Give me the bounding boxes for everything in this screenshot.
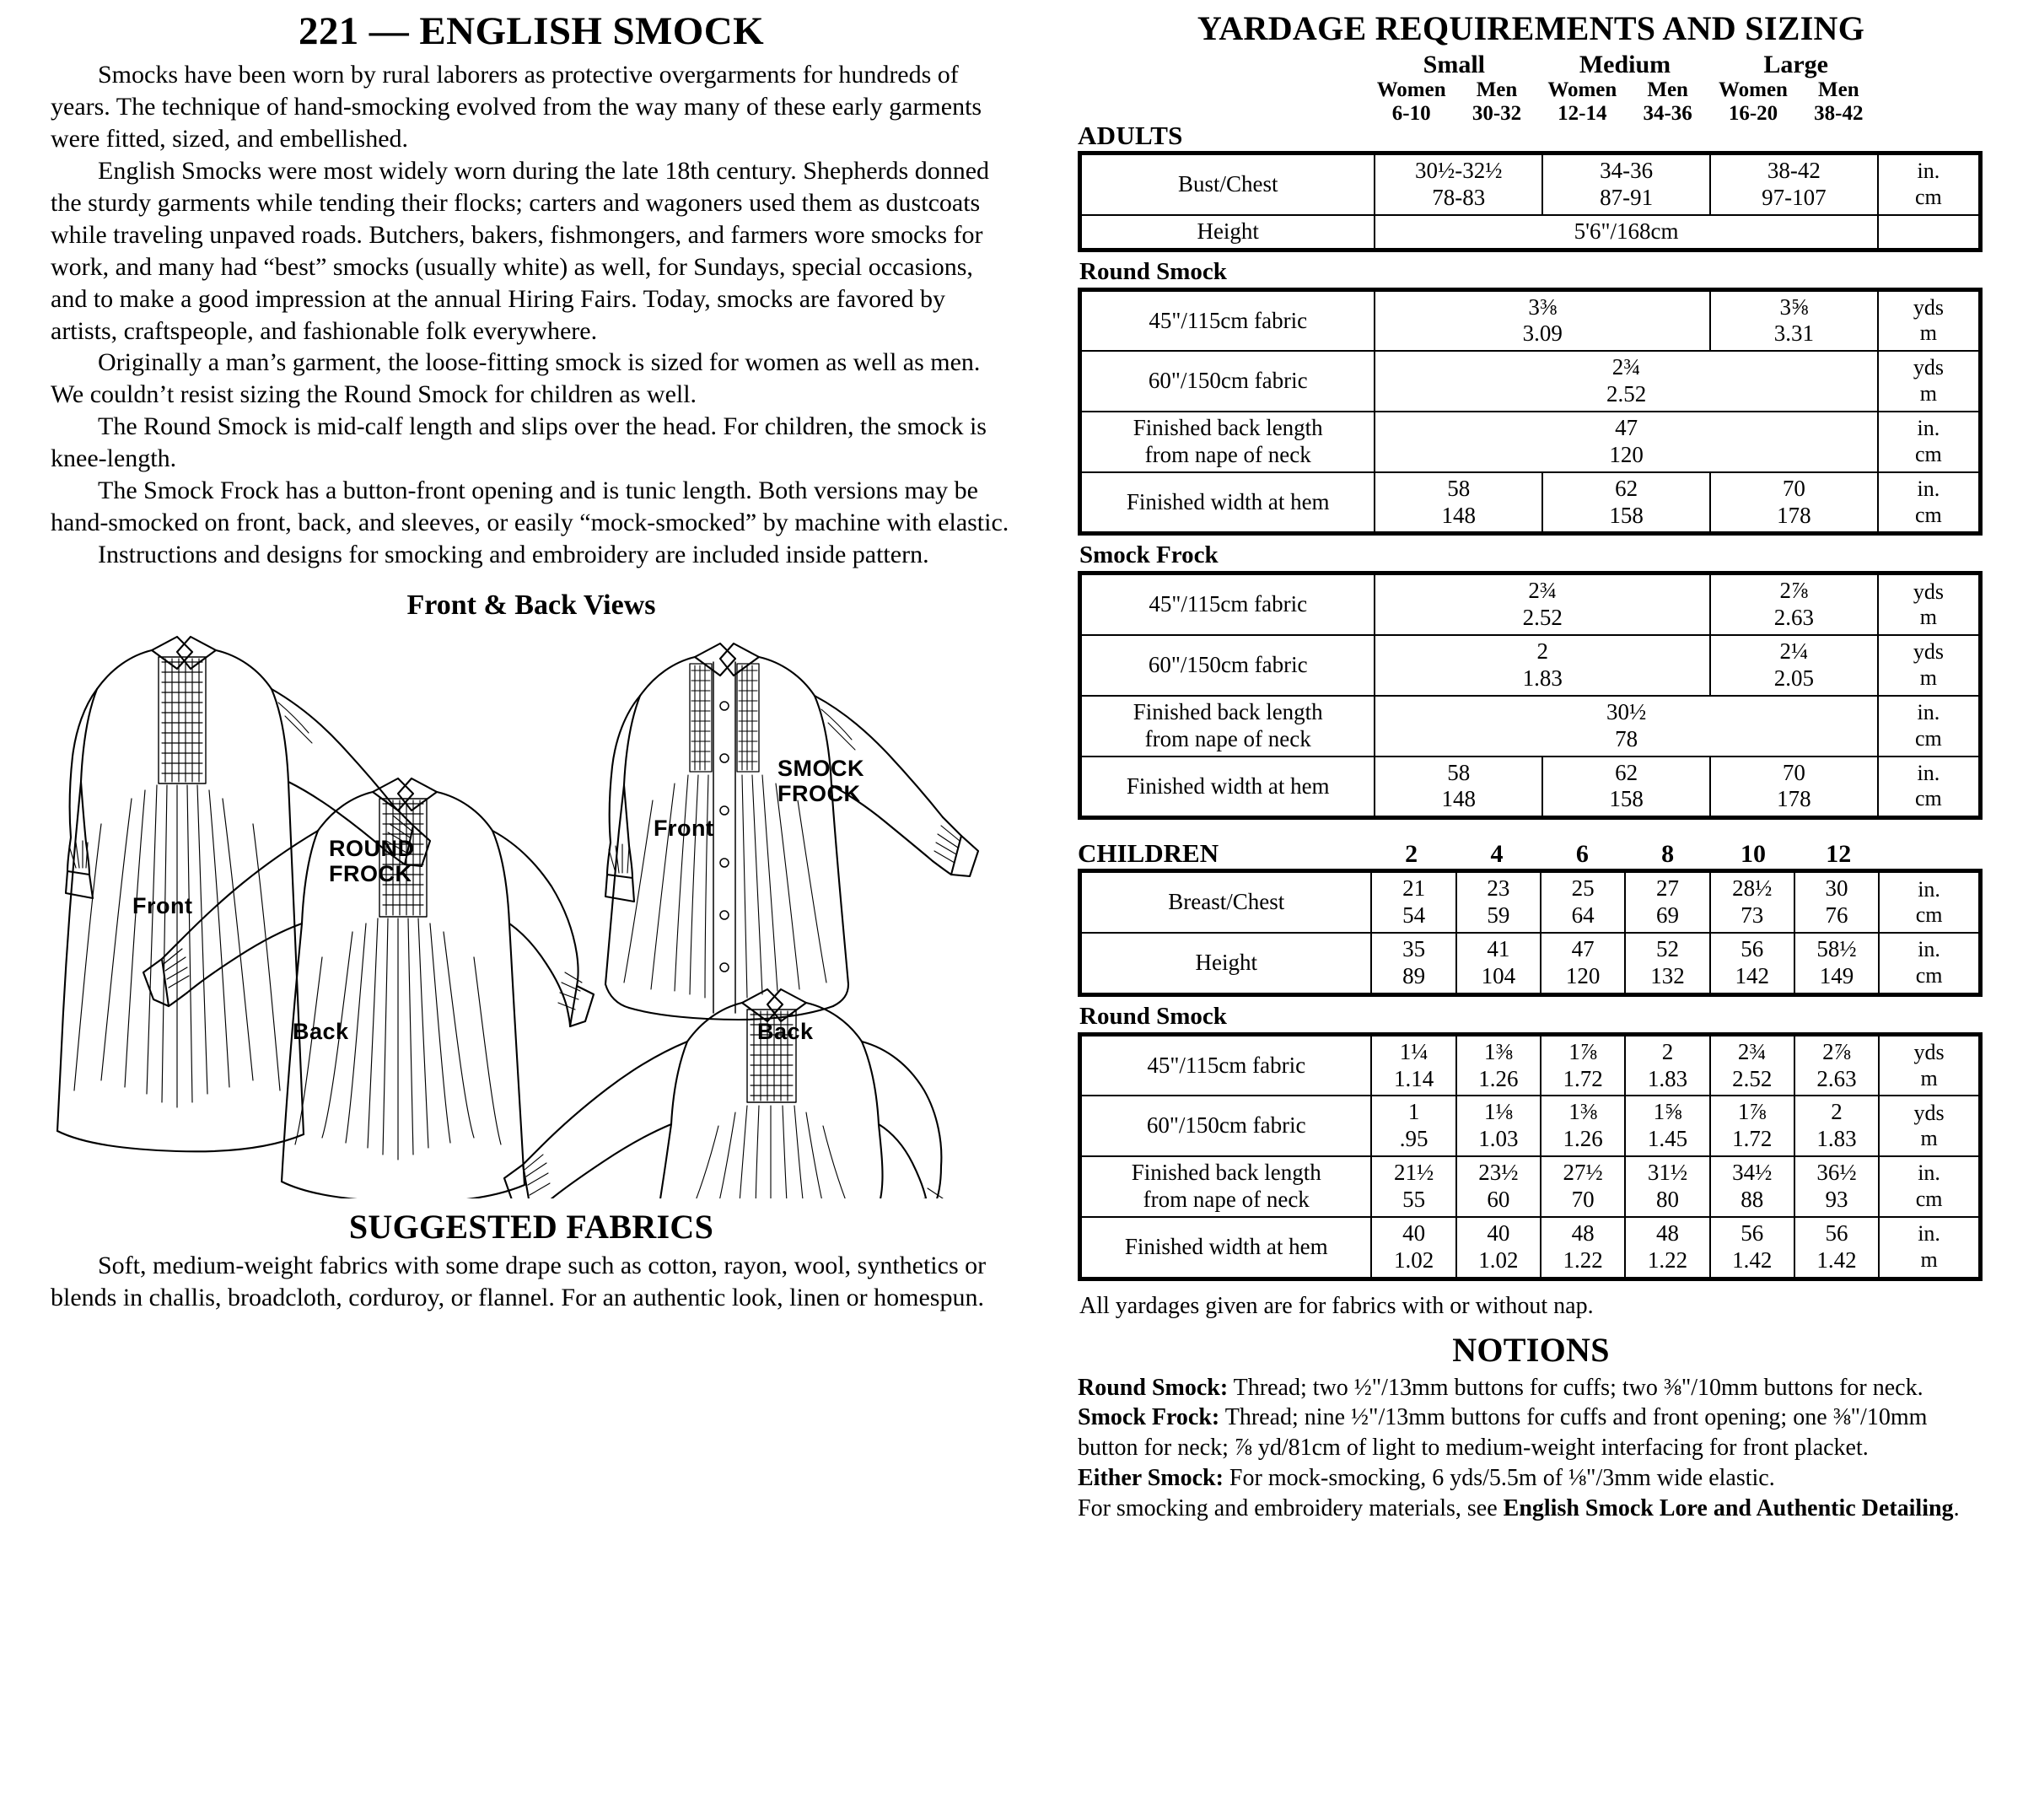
back-label-smock-frock: Back bbox=[757, 1019, 814, 1044]
suggested-fabrics-heading: SUGGESTED FABRICS bbox=[348, 1208, 714, 1246]
table-row bbox=[1080, 871, 1981, 933]
adult-smock-frock-table bbox=[1078, 571, 1983, 820]
size-group-large: Large bbox=[1763, 51, 1828, 78]
intro-paragraph: Originally a man’s garment, the loose-fitting smock is sized for women as well as men. We couldn’t resist sizing the Round Smock for children as well. bbox=[51, 348, 981, 409]
round-frock-front-figure bbox=[57, 637, 430, 1151]
cell: 35 89 bbox=[1371, 933, 1455, 994]
children-label: CHILDREN bbox=[1078, 838, 1219, 869]
cell: 47 120 bbox=[1375, 412, 1877, 472]
cell: 27 69 bbox=[1625, 871, 1709, 933]
table-row bbox=[1080, 412, 1981, 472]
unit-cell: in. cm bbox=[1878, 153, 1981, 215]
suggested-fabrics-body: Soft, medium-weight fabrics with some drape such as cotton, rayon, wool, synthetics or blends in challis, broadcloth, corduroy, or flannel. For an authentic look, linen or homespun. bbox=[51, 1252, 987, 1311]
smock-frock-label: SMOCK FROCK bbox=[777, 756, 864, 807]
cell: 1⅜ 1.26 bbox=[1541, 1096, 1625, 1156]
row-label: 45"/115cm fabric bbox=[1080, 573, 1375, 635]
cell: 1 .95 bbox=[1371, 1096, 1455, 1156]
children-size-header bbox=[1078, 830, 1983, 869]
unit-cell: yds m bbox=[1878, 573, 1981, 635]
row-label: Finished width at hem bbox=[1080, 472, 1375, 534]
cell: 56 1.42 bbox=[1794, 1217, 1879, 1279]
round-frock-label: ROUND FROCK bbox=[329, 836, 415, 887]
cell: 58 148 bbox=[1375, 472, 1542, 534]
cell: 2⅞ 2.63 bbox=[1710, 573, 1878, 635]
row-label: 60"/150cm fabric bbox=[1080, 1096, 1372, 1156]
nap-note: All yardages given are for fabrics with or without nap. bbox=[1079, 1292, 1594, 1319]
right-column bbox=[1078, 8, 1984, 1524]
size-number: 30-32 bbox=[1472, 102, 1522, 126]
row-label: Bust/Chest bbox=[1080, 153, 1375, 215]
cell: 41 104 bbox=[1456, 933, 1541, 994]
notions-item-label: Round Smock: bbox=[1078, 1374, 1229, 1401]
unit-cell: in. cm bbox=[1879, 1156, 1980, 1217]
garment-line-art bbox=[51, 625, 1012, 1198]
notions-item bbox=[1078, 1403, 1984, 1463]
gender-label: Men bbox=[1818, 78, 1859, 101]
cell: 28½ 73 bbox=[1710, 871, 1794, 933]
adults-label: ADULTS bbox=[1078, 121, 1183, 150]
size-number: 38-42 bbox=[1814, 102, 1864, 126]
children-size: 12 bbox=[1826, 840, 1852, 869]
row-label: Finished back length from nape of neck bbox=[1080, 1156, 1372, 1217]
cell: 1⅛ 1.03 bbox=[1456, 1096, 1541, 1156]
gender-label: Women bbox=[1547, 78, 1617, 101]
cell: 27½ 70 bbox=[1541, 1156, 1625, 1217]
notions-item-text: For mock-smocking, 6 yds/5.5m of ⅛"/3mm wide elastic. bbox=[1223, 1465, 1775, 1492]
cell: 56 1.42 bbox=[1710, 1217, 1794, 1279]
cell: 34-36 87-91 bbox=[1542, 153, 1710, 215]
unit-cell: yds m bbox=[1879, 1034, 1980, 1096]
front-back-views-heading: Front & Back Views bbox=[406, 590, 656, 621]
unit-cell: in. cm bbox=[1878, 696, 1981, 757]
cell: 2¾ 2.52 bbox=[1375, 573, 1710, 635]
cell: 62 158 bbox=[1542, 757, 1710, 818]
row-label: 45"/115cm fabric bbox=[1080, 1034, 1372, 1096]
unit-cell: in. cm bbox=[1879, 933, 1980, 994]
table-row bbox=[1080, 757, 1981, 818]
table-row bbox=[1080, 696, 1981, 757]
cell: 3⅝ 3.31 bbox=[1710, 289, 1878, 351]
cell: 52 132 bbox=[1625, 933, 1709, 994]
row-label: 60"/150cm fabric bbox=[1080, 351, 1375, 412]
cell: 47 120 bbox=[1541, 933, 1625, 994]
notions-item-label: Either Smock: bbox=[1078, 1465, 1224, 1492]
notions-item bbox=[1078, 1463, 1984, 1494]
cell: 40 1.02 bbox=[1456, 1217, 1541, 1279]
gender-label: Women bbox=[1376, 78, 1446, 101]
cell: 2 1.83 bbox=[1375, 635, 1710, 696]
suggested-fabrics-section bbox=[51, 1207, 1012, 1314]
table-row bbox=[1080, 1217, 1981, 1279]
cell: 21½ 55 bbox=[1371, 1156, 1455, 1217]
cell: 25 64 bbox=[1541, 871, 1625, 933]
cell: 1⅜ 1.26 bbox=[1456, 1034, 1541, 1096]
unit-cell: yds m bbox=[1878, 351, 1981, 412]
cell: 62 158 bbox=[1542, 472, 1710, 534]
adults-measurements-table bbox=[1078, 151, 1983, 252]
table-row bbox=[1080, 573, 1981, 635]
gender-label: Men bbox=[1476, 78, 1518, 101]
unit-cell: in. m bbox=[1879, 1217, 1980, 1279]
cell: 30½ 78 bbox=[1375, 696, 1877, 757]
cell: 31½ 80 bbox=[1625, 1156, 1709, 1217]
cell: 30 76 bbox=[1794, 871, 1879, 933]
row-label: 45"/115cm fabric bbox=[1080, 289, 1375, 351]
adults-size-header bbox=[1078, 51, 1983, 151]
children-measurements-table bbox=[1078, 869, 1983, 996]
front-label-smock-frock: Front bbox=[654, 816, 714, 841]
table-row bbox=[1080, 1096, 1981, 1156]
cell: 1¼ 1.14 bbox=[1371, 1034, 1455, 1096]
notions-list bbox=[1078, 1373, 1984, 1524]
row-label: Breast/Chest bbox=[1080, 871, 1372, 933]
notions-reference-prefix: For smocking and embroidery materials, see bbox=[1078, 1494, 1504, 1521]
unit-cell: yds m bbox=[1879, 1096, 1980, 1156]
cell: 1⅝ 1.45 bbox=[1625, 1096, 1709, 1156]
yardage-heading: YARDAGE REQUIREMENTS AND SIZING bbox=[1197, 9, 1865, 47]
cell: 58½ 149 bbox=[1794, 933, 1879, 994]
cell: 2 1.83 bbox=[1794, 1096, 1879, 1156]
left-column bbox=[51, 8, 1012, 1314]
children-round-smock-heading: Round Smock bbox=[1079, 1002, 1227, 1030]
unit-cell: in. cm bbox=[1879, 871, 1980, 933]
cell: 3⅜ 3.09 bbox=[1375, 289, 1710, 351]
notions-item-text: Thread; nine ½"/13mm buttons for cuffs and front opening; one ⅜"/10mm button for neck; ⅞ yd/81cm of light to medium-weight interfacing for front placket. bbox=[1078, 1404, 1928, 1462]
cell: 56 142 bbox=[1710, 933, 1794, 994]
notions-reference-suffix: . bbox=[1953, 1494, 1960, 1521]
page-title: 221 — ENGLISH SMOCK bbox=[298, 9, 765, 53]
table-row bbox=[1080, 1156, 1981, 1217]
table-row bbox=[1080, 351, 1981, 412]
back-label-round-frock: Back bbox=[293, 1019, 349, 1044]
intro-paragraph: Smocks have been worn by rural laborers as protective overgarments for hundreds of years. The technique of hand-smocking evolved from the way many of these early garments were fitted, sized, and embellished. bbox=[51, 61, 982, 153]
table-row bbox=[1080, 933, 1981, 994]
children-size: 4 bbox=[1490, 840, 1504, 869]
cell: 38-42 97-107 bbox=[1710, 153, 1878, 215]
size-group-small: Small bbox=[1423, 51, 1486, 78]
cell: 58 148 bbox=[1375, 757, 1542, 818]
intro-paragraph: The Smock Frock has a button-front opening and is tunic length. Both versions may be hand-smocked on front, back, and sleeves, or easily “mock-smocked” by machine with elastic. bbox=[51, 477, 1009, 537]
cell: 48 1.22 bbox=[1541, 1217, 1625, 1279]
cell: 2 1.83 bbox=[1625, 1034, 1709, 1096]
row-label: Height bbox=[1080, 933, 1372, 994]
adult-smock-frock-heading: Smock Frock bbox=[1079, 541, 1219, 569]
unit-cell: in. cm bbox=[1878, 757, 1981, 818]
row-label: Height bbox=[1080, 215, 1375, 250]
unit-cell: in. cm bbox=[1878, 472, 1981, 534]
table-row bbox=[1080, 153, 1981, 215]
cell: 48 1.22 bbox=[1625, 1217, 1709, 1279]
gender-label: Women bbox=[1719, 78, 1788, 101]
unit-cell: yds m bbox=[1878, 289, 1981, 351]
children-size: 2 bbox=[1405, 840, 1418, 869]
unit-cell: in. cm bbox=[1878, 412, 1981, 472]
adult-round-smock-table bbox=[1078, 288, 1983, 536]
notions-item-label: Smock Frock: bbox=[1078, 1404, 1220, 1431]
table-row bbox=[1080, 289, 1981, 351]
cell: 2¾ 2.52 bbox=[1375, 351, 1877, 412]
table-row bbox=[1080, 635, 1981, 696]
notions-item bbox=[1078, 1373, 1984, 1403]
adult-round-smock-heading: Round Smock bbox=[1079, 257, 1227, 285]
cell: 23 59 bbox=[1456, 871, 1541, 933]
cell: 30½-32½ 78-83 bbox=[1375, 153, 1542, 215]
cell: 5'6"/168cm bbox=[1375, 215, 1877, 250]
size-number: 6-10 bbox=[1391, 102, 1431, 126]
table-row bbox=[1080, 472, 1981, 534]
size-number: 16-20 bbox=[1728, 102, 1778, 126]
row-label: 60"/150cm fabric bbox=[1080, 635, 1375, 696]
notions-heading: NOTIONS bbox=[1452, 1330, 1610, 1369]
cell: 2⅞ 2.63 bbox=[1794, 1034, 1879, 1096]
row-label: Finished width at hem bbox=[1080, 1217, 1372, 1279]
children-round-smock-table bbox=[1078, 1032, 1983, 1281]
size-number: 12-14 bbox=[1558, 102, 1607, 126]
table-row bbox=[1080, 215, 1981, 250]
adults-measurements-table-wrap bbox=[1078, 151, 1984, 252]
row-label: Finished back length from nape of neck bbox=[1080, 412, 1375, 472]
notions-reference bbox=[1078, 1494, 1984, 1524]
cell: 2¼ 2.05 bbox=[1710, 635, 1878, 696]
intro-paragraph: Instructions and designs for smocking and embroidery are included inside pattern. bbox=[98, 541, 929, 569]
size-group-medium: Medium bbox=[1579, 51, 1671, 78]
front-label-round-frock: Front bbox=[132, 893, 193, 918]
intro-paragraph: English Smocks were most widely worn during the late 18th century. Shepherds donned the sturdy garments while tending their flocks; carters and wagoners used them as dustcoats while traveling unpaved roads. Butchers, bakers, fishmongers, and farmers wore smocks for work, and many had “best” smocks (usually white) as well, for Sundays, special occasions, and to make a good impression at the annual Hiring Fairs. Today, smocks are favored by artists, craftspeople, and fashionable folk everywhere. bbox=[51, 156, 990, 345]
cell: 23½ 60 bbox=[1456, 1156, 1541, 1217]
intro-copy bbox=[51, 59, 1012, 571]
cell: 36½ 93 bbox=[1794, 1156, 1879, 1217]
cell: 40 1.02 bbox=[1371, 1217, 1455, 1279]
cell: 1⅞ 1.72 bbox=[1710, 1096, 1794, 1156]
table-row bbox=[1080, 1034, 1981, 1096]
cell: 21 54 bbox=[1371, 871, 1455, 933]
unit-cell: yds m bbox=[1878, 635, 1981, 696]
unit-cell bbox=[1878, 215, 1981, 250]
row-label: Finished back length from nape of neck bbox=[1080, 696, 1375, 757]
cell: 1⅞ 1.72 bbox=[1541, 1034, 1625, 1096]
garment-illustration bbox=[51, 625, 1012, 1198]
notions-reference-title: English Smock Lore and Authentic Detailing bbox=[1503, 1494, 1954, 1521]
row-label: Finished width at hem bbox=[1080, 757, 1375, 818]
children-size: 10 bbox=[1740, 840, 1766, 869]
children-size: 6 bbox=[1575, 840, 1589, 869]
intro-paragraph: The Round Smock is mid-calf length and slips over the head. For children, the smock is knee-length. bbox=[51, 412, 987, 473]
notions-item-text: Thread; two ½"/13mm buttons for cuffs; two ⅜"/10mm buttons for neck. bbox=[1228, 1374, 1923, 1401]
gender-label: Men bbox=[1647, 78, 1688, 101]
cell: 70 178 bbox=[1710, 472, 1878, 534]
cell: 70 178 bbox=[1710, 757, 1878, 818]
size-number: 34-36 bbox=[1643, 102, 1692, 126]
cell: 2¾ 2.52 bbox=[1710, 1034, 1794, 1096]
children-size: 8 bbox=[1661, 840, 1675, 869]
cell: 34½ 88 bbox=[1710, 1156, 1794, 1217]
